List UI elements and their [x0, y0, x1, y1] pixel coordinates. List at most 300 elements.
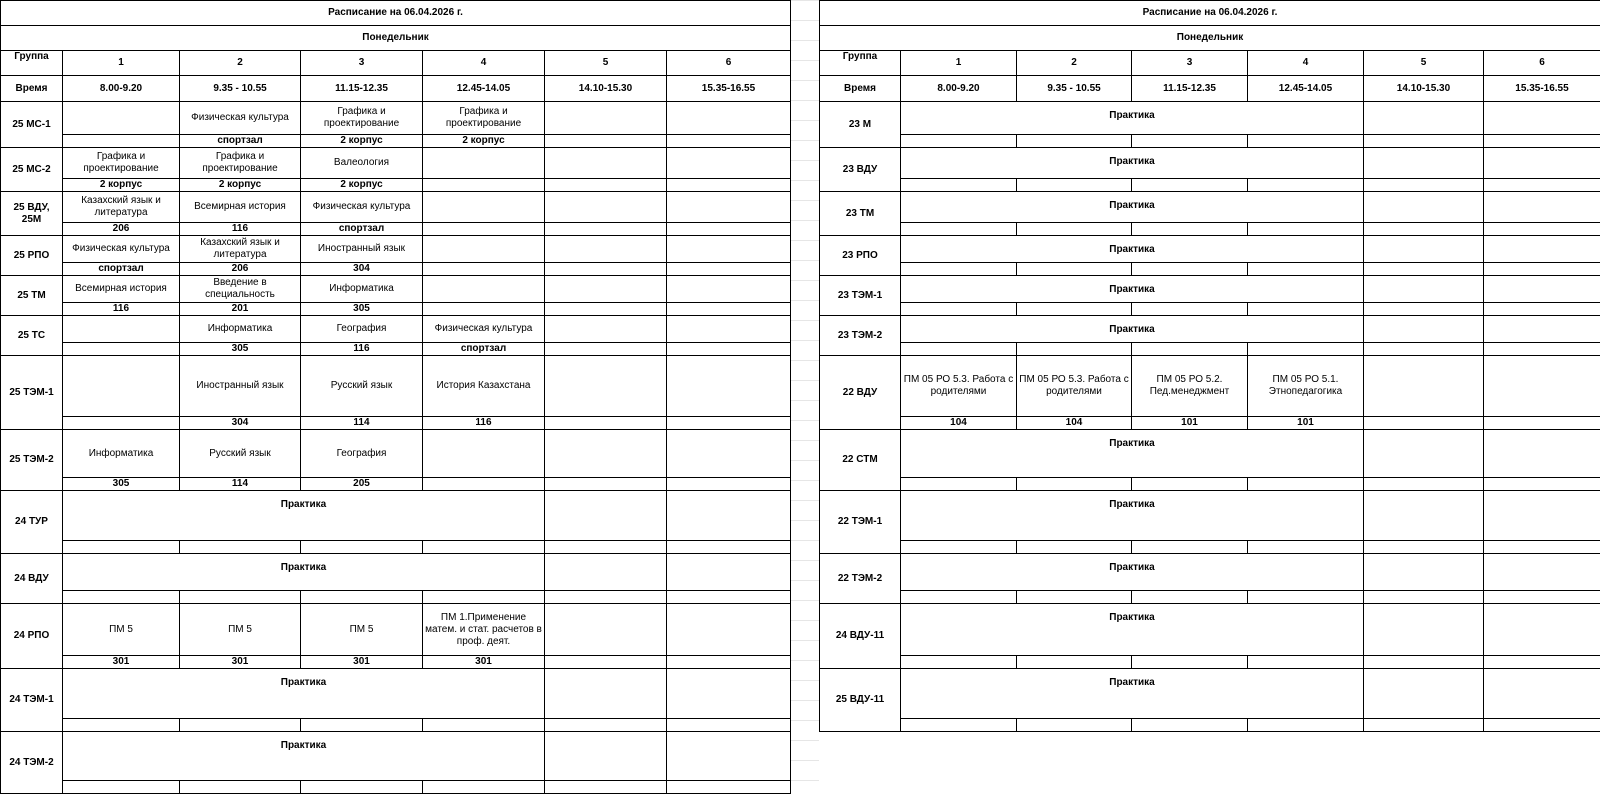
room-cell: [1484, 303, 1600, 316]
day-of-week: Понедельник: [820, 26, 1600, 51]
room-cell: [1248, 179, 1364, 192]
room-cell: [545, 417, 667, 430]
subject-cell: Всемирная история: [63, 276, 180, 303]
empty-cell: [1364, 430, 1484, 478]
empty-cell: [1484, 554, 1600, 591]
group-name: 22 ТЭМ-2: [820, 554, 901, 604]
room-cell: [1484, 591, 1600, 604]
room-cell: 101: [1248, 417, 1364, 430]
pair-time: 11.15-12.35: [301, 76, 423, 102]
practice-cell: Практика: [63, 732, 545, 781]
pair-time: 12.45-14.05: [1248, 76, 1364, 102]
room-cell: [667, 303, 791, 316]
practice-cell: Практика: [901, 491, 1364, 541]
room-cell: [1248, 591, 1364, 604]
subject-cell: [63, 316, 180, 343]
subject-cell: ПМ 5: [301, 604, 423, 656]
group-row: [1, 192, 791, 223]
practice-cell: Практика: [901, 604, 1364, 656]
room-cell: [901, 343, 1017, 356]
empty-cell: [1484, 148, 1600, 179]
room-cell: [1017, 478, 1132, 491]
group-row: [820, 491, 1600, 541]
room-cell: [63, 135, 180, 148]
room-cell: [1484, 135, 1600, 148]
subject-cell: [423, 430, 545, 478]
group-row: [1, 148, 791, 179]
room-cell: [423, 591, 545, 604]
pair-number: 2: [180, 51, 301, 76]
empty-cell: [1484, 192, 1600, 223]
group-row: [820, 316, 1600, 343]
group-row: [820, 669, 1600, 719]
subject-cell: [423, 148, 545, 179]
room-cell: спортзал: [301, 223, 423, 236]
group-row: [820, 102, 1600, 135]
room-cell: [1132, 263, 1248, 276]
room-cell: [1484, 719, 1600, 732]
subject-cell: Русский язык: [301, 356, 423, 417]
group-row: [1, 604, 791, 656]
room-cell: [667, 343, 791, 356]
room-cell: [423, 719, 545, 732]
empty-cell: [1364, 148, 1484, 179]
subject-cell: Графика и проектирование: [63, 148, 180, 179]
room-cell: [301, 719, 423, 732]
schedule-table-right: [819, 0, 1600, 732]
room-cell: [1017, 303, 1132, 316]
room-cell: [667, 591, 791, 604]
room-cell: [1132, 303, 1248, 316]
room-cell: [545, 135, 667, 148]
room-cell: [667, 781, 791, 794]
group-name: 25 ТМ: [1, 276, 63, 316]
group-name: 23 ТЭМ-1: [820, 276, 901, 316]
room-cell: [63, 417, 180, 430]
room-cell: [1132, 541, 1248, 554]
room-cell: [667, 263, 791, 276]
room-cell: [1248, 343, 1364, 356]
group-name: 22 ВДУ: [820, 356, 901, 430]
room-cell: [1364, 223, 1484, 236]
room-cell: [423, 263, 545, 276]
empty-cell: [667, 669, 791, 719]
room-cell: [180, 591, 301, 604]
group-name: 23 ВДУ: [820, 148, 901, 192]
room-cell: 305: [63, 478, 180, 491]
subject-cell: География: [301, 430, 423, 478]
subject-cell: Русский язык: [180, 430, 301, 478]
pair-number: 2: [1017, 51, 1132, 76]
room-cell: [1364, 656, 1484, 669]
pair-number: 6: [1484, 51, 1600, 76]
room-cell: [180, 719, 301, 732]
room-cell: [901, 719, 1017, 732]
group-row: [1, 276, 791, 303]
room-cell: [1132, 135, 1248, 148]
empty-cell: [1364, 604, 1484, 656]
room-cell: [1484, 223, 1600, 236]
room-cell: [301, 591, 423, 604]
group-name: 25 ТЭМ-2: [1, 430, 63, 491]
room-cell: [1484, 656, 1600, 669]
group-name: 23 ТЭМ-2: [820, 316, 901, 356]
empty-cell: [1364, 236, 1484, 263]
room-cell: [545, 263, 667, 276]
subject-cell: ПМ 5: [180, 604, 301, 656]
room-cell: [1132, 223, 1248, 236]
subject-cell: [545, 430, 667, 478]
group-row: [820, 554, 1600, 591]
room-cell: [545, 179, 667, 192]
room-cell: [1364, 417, 1484, 430]
room-cell: [1017, 135, 1132, 148]
schedule-sheet-left: [0, 0, 790, 793]
room-cell: [667, 478, 791, 491]
room-cell: [901, 591, 1017, 604]
room-cell: 2 корпус: [180, 179, 301, 192]
room-cell: [63, 343, 180, 356]
group-row: [820, 192, 1600, 223]
subject-cell: [423, 276, 545, 303]
room-cell: [63, 591, 180, 604]
room-cell: [301, 781, 423, 794]
group-row: [820, 604, 1600, 656]
room-cell: [1132, 719, 1248, 732]
room-cell: [63, 541, 180, 554]
pair-time: 9.35 - 10.55: [1017, 76, 1132, 102]
group-row: [820, 356, 1600, 417]
room-cell: 301: [63, 656, 180, 669]
group-name: 23 М: [820, 102, 901, 148]
room-cell: [1248, 223, 1364, 236]
subject-cell: Информатика: [63, 430, 180, 478]
subject-cell: [545, 102, 667, 135]
subject-cell: [1364, 356, 1484, 417]
group-name: 25 ВДУ-11: [820, 669, 901, 732]
room-cell: 114: [180, 478, 301, 491]
room-cell: [545, 719, 667, 732]
room-cell: 301: [301, 656, 423, 669]
room-cell: [1484, 417, 1600, 430]
room-cell: 116: [63, 303, 180, 316]
day-of-week: Понедельник: [1, 26, 791, 51]
empty-cell: [1484, 491, 1600, 541]
room-cell: спортзал: [63, 263, 180, 276]
room-cell: [1017, 541, 1132, 554]
group-name: 25 МС-1: [1, 102, 63, 148]
room-cell: [1248, 303, 1364, 316]
pair-time: 15.35-16.55: [667, 76, 791, 102]
room-cell: [1484, 179, 1600, 192]
subject-cell: [667, 192, 791, 223]
practice-cell: Практика: [901, 669, 1364, 719]
room-cell: 301: [180, 656, 301, 669]
room-cell: 304: [301, 263, 423, 276]
subject-cell: [667, 276, 791, 303]
schedule-title: Расписание на 06.04.2026 г.: [1, 1, 791, 26]
room-cell: [1364, 303, 1484, 316]
room-cell: [1248, 541, 1364, 554]
practice-cell: Практика: [901, 192, 1364, 223]
room-cell: [667, 135, 791, 148]
empty-cell: [667, 491, 791, 541]
room-cell: [901, 478, 1017, 491]
pair-number: 4: [1248, 51, 1364, 76]
practice-cell: Практика: [901, 236, 1364, 263]
pair-time: 12.45-14.05: [423, 76, 545, 102]
room-cell: [423, 781, 545, 794]
schedule-sheet-right: [819, 0, 1600, 793]
group-row: [1, 236, 791, 263]
room-cell: [1248, 719, 1364, 732]
room-cell: [1132, 478, 1248, 491]
room-cell: [901, 179, 1017, 192]
pair-number: 5: [1364, 51, 1484, 76]
room-cell: [1364, 541, 1484, 554]
group-name: 24 РПО: [1, 604, 63, 669]
subject-cell: География: [301, 316, 423, 343]
pair-number: 5: [545, 51, 667, 76]
group-row: [1, 669, 791, 719]
pair-time: 8.00-9.20: [901, 76, 1017, 102]
empty-cell: [545, 554, 667, 591]
pair-time: 14.10-15.30: [545, 76, 667, 102]
practice-cell: Практика: [901, 430, 1364, 478]
subject-cell: [667, 604, 791, 656]
room-cell: [667, 719, 791, 732]
pair-number: 1: [63, 51, 180, 76]
room-cell: [180, 541, 301, 554]
room-cell: [63, 719, 180, 732]
subject-cell: [545, 148, 667, 179]
empty-cell: [1484, 102, 1600, 135]
room-cell: 2 корпус: [423, 135, 545, 148]
subject-cell: [545, 236, 667, 263]
empty-cell: [545, 669, 667, 719]
room-cell: [1248, 478, 1364, 491]
room-cell: 104: [901, 417, 1017, 430]
room-cell: [1017, 263, 1132, 276]
subject-cell: Всемирная история: [180, 192, 301, 223]
room-cell: [1132, 343, 1248, 356]
empty-cell: [545, 491, 667, 541]
pair-number: 1: [901, 51, 1017, 76]
subject-cell: [545, 276, 667, 303]
subject-cell: Информатика: [301, 276, 423, 303]
group-row: [820, 148, 1600, 179]
subject-cell: Казахский язык и литература: [63, 192, 180, 223]
room-cell: [301, 541, 423, 554]
subject-cell: [667, 316, 791, 343]
empty-cell: [1364, 669, 1484, 719]
subject-cell: [423, 236, 545, 263]
room-cell: [545, 478, 667, 491]
group-name: 25 ТС: [1, 316, 63, 356]
empty-cell: [1484, 669, 1600, 719]
room-cell: [901, 135, 1017, 148]
subject-cell: [545, 192, 667, 223]
subject-cell: ПМ 05 РО 5.3. Работа с родителями: [1017, 356, 1132, 417]
group-row: [820, 276, 1600, 303]
group-name: 25 ТЭМ-1: [1, 356, 63, 430]
room-cell: [1017, 223, 1132, 236]
subject-cell: Физическая культура: [180, 102, 301, 135]
subject-cell: [667, 148, 791, 179]
room-cell: 116: [423, 417, 545, 430]
subject-cell: ПМ 05 РО 5.2. Пед.менеджмент: [1132, 356, 1248, 417]
empty-cell: [1484, 316, 1600, 343]
room-cell: 2 корпус: [301, 135, 423, 148]
room-cell: [1364, 591, 1484, 604]
room-cell: [545, 656, 667, 669]
schedule-table-left: [0, 0, 791, 794]
pair-number: 6: [667, 51, 791, 76]
empty-cell: [1484, 430, 1600, 478]
subject-cell: [545, 316, 667, 343]
group-row: [1, 491, 791, 541]
empty-cell: [545, 732, 667, 781]
room-cell: 116: [301, 343, 423, 356]
empty-cell: [1364, 192, 1484, 223]
practice-cell: Практика: [901, 554, 1364, 591]
subject-cell: Иностранный язык: [301, 236, 423, 263]
room-cell: [545, 781, 667, 794]
room-cell: [545, 223, 667, 236]
room-cell: [545, 591, 667, 604]
empty-cell: [1364, 316, 1484, 343]
subject-cell: ПМ 5: [63, 604, 180, 656]
room-cell: [667, 656, 791, 669]
room-cell: 305: [180, 343, 301, 356]
room-cell: 304: [180, 417, 301, 430]
empty-cell: [1484, 604, 1600, 656]
room-cell: [901, 656, 1017, 669]
practice-cell: Практика: [63, 491, 545, 541]
room-cell: [901, 303, 1017, 316]
subject-cell: Физическая культура: [301, 192, 423, 223]
group-header: Группа: [820, 51, 901, 76]
room-cell: [180, 781, 301, 794]
pair-time: 15.35-16.55: [1484, 76, 1600, 102]
room-cell: 301: [423, 656, 545, 669]
group-row: [1, 356, 791, 417]
room-cell: [423, 223, 545, 236]
pair-time: 9.35 - 10.55: [180, 76, 301, 102]
subject-cell: [1484, 356, 1600, 417]
subject-cell: [545, 604, 667, 656]
subject-cell: Казахский язык и литература: [180, 236, 301, 263]
group-header: Группа: [1, 51, 63, 76]
room-cell: [667, 541, 791, 554]
subject-cell: Графика и проектирование: [180, 148, 301, 179]
group-name: 23 ТМ: [820, 192, 901, 236]
room-cell: спортзал: [180, 135, 301, 148]
room-cell: [1248, 135, 1364, 148]
empty-cell: [1484, 236, 1600, 263]
group-row: [1, 732, 791, 781]
room-cell: [667, 417, 791, 430]
group-name: 24 ВДУ: [1, 554, 63, 604]
subject-cell: [667, 236, 791, 263]
group-name: 25 РПО: [1, 236, 63, 276]
group-name: 22 СТМ: [820, 430, 901, 491]
subject-cell: История Казахстана: [423, 356, 545, 417]
practice-cell: Практика: [901, 276, 1364, 303]
room-cell: 2 корпус: [63, 179, 180, 192]
subject-cell: Физическая культура: [63, 236, 180, 263]
empty-cell: [1364, 491, 1484, 541]
practice-cell: Практика: [901, 148, 1364, 179]
pair-number: 4: [423, 51, 545, 76]
group-name: 24 ТУР: [1, 491, 63, 554]
room-cell: [423, 179, 545, 192]
group-row: [820, 430, 1600, 478]
room-cell: 104: [1017, 417, 1132, 430]
subject-cell: [63, 102, 180, 135]
subject-cell: ПМ 1.Применение матем. и стат. расчетов в проф. деят.: [423, 604, 545, 656]
subject-cell: ПМ 05 РО 5.3. Работа с родителями: [901, 356, 1017, 417]
room-cell: [1017, 179, 1132, 192]
room-cell: 305: [301, 303, 423, 316]
room-cell: 101: [1132, 417, 1248, 430]
group-name: 24 ТЭМ-2: [1, 732, 63, 794]
pair-number: 3: [1132, 51, 1248, 76]
subject-cell: Информатика: [180, 316, 301, 343]
room-cell: [1484, 541, 1600, 554]
room-cell: 2 корпус: [301, 179, 423, 192]
empty-cell: [667, 554, 791, 591]
room-cell: 116: [180, 223, 301, 236]
group-name: 24 ТЭМ-1: [1, 669, 63, 732]
room-cell: [667, 223, 791, 236]
subject-cell: Графика и проектирование: [301, 102, 423, 135]
pair-time: 11.15-12.35: [1132, 76, 1248, 102]
room-cell: 205: [301, 478, 423, 491]
empty-cell: [1364, 276, 1484, 303]
room-cell: [545, 303, 667, 316]
subject-cell: Графика и проектирование: [423, 102, 545, 135]
room-cell: [1132, 591, 1248, 604]
practice-cell: Практика: [63, 554, 545, 591]
practice-cell: Практика: [63, 669, 545, 719]
room-cell: [901, 263, 1017, 276]
room-cell: [1017, 591, 1132, 604]
subject-cell: [545, 356, 667, 417]
subject-cell: [63, 356, 180, 417]
time-header: Время: [820, 76, 901, 102]
room-cell: [1017, 719, 1132, 732]
room-cell: [423, 478, 545, 491]
empty-cell: [1364, 554, 1484, 591]
room-cell: [901, 223, 1017, 236]
room-cell: [1364, 343, 1484, 356]
room-cell: 201: [180, 303, 301, 316]
subject-cell: Физическая культура: [423, 316, 545, 343]
room-cell: [423, 541, 545, 554]
practice-cell: Практика: [901, 102, 1364, 135]
room-cell: [1132, 179, 1248, 192]
room-cell: [1364, 135, 1484, 148]
room-cell: [1364, 478, 1484, 491]
room-cell: [667, 179, 791, 192]
subject-cell: [423, 192, 545, 223]
room-cell: [1484, 478, 1600, 491]
time-header: Время: [1, 76, 63, 102]
group-row: [820, 236, 1600, 263]
pair-time: 14.10-15.30: [1364, 76, 1484, 102]
subject-cell: [667, 102, 791, 135]
